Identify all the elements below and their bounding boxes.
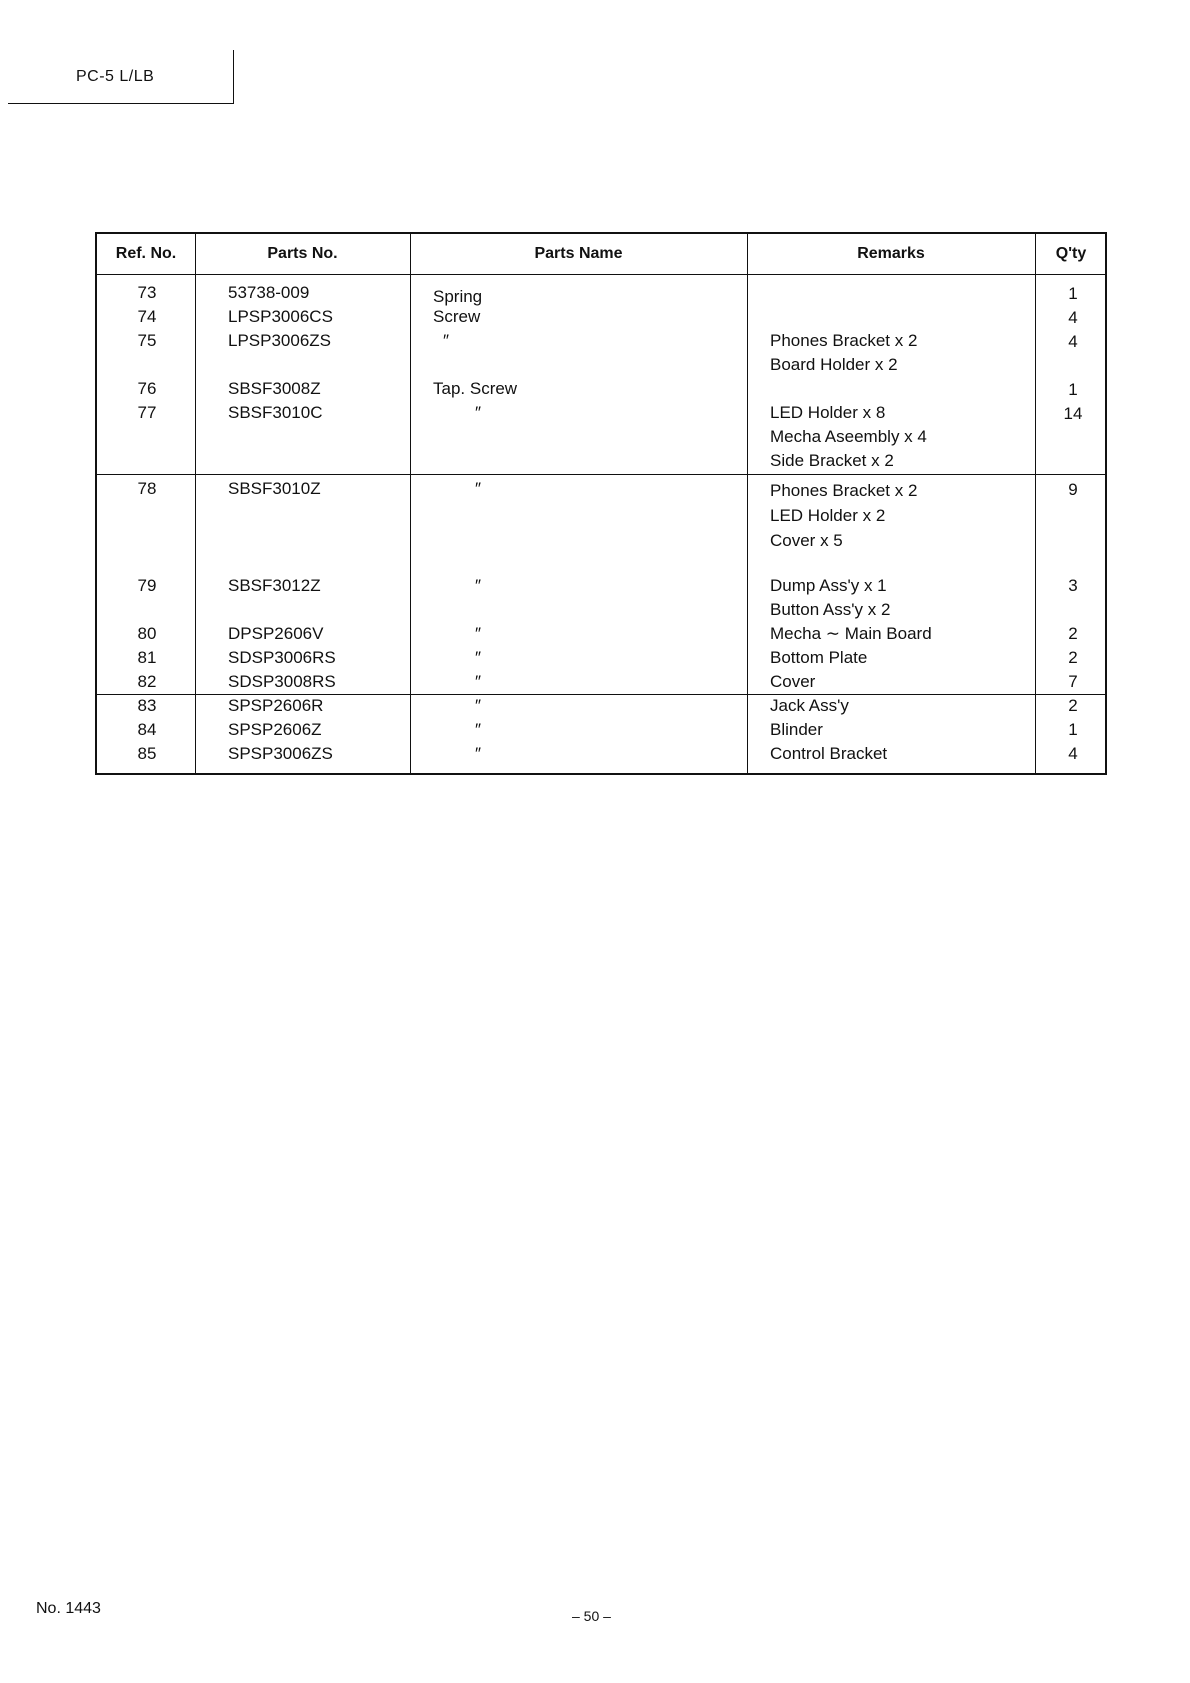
part-name: Spring bbox=[433, 287, 483, 306]
ref-no: 73 bbox=[137, 283, 157, 302]
ref-no: 79 bbox=[137, 576, 157, 595]
part-no: SPSP2606R bbox=[228, 696, 324, 715]
document-number: No. 1443 bbox=[36, 1600, 101, 1617]
part-no: DPSP2606V bbox=[228, 624, 324, 643]
remark-line: LED Holder x 8 bbox=[770, 403, 886, 422]
remark-line: LED Holder x 2 bbox=[770, 506, 886, 525]
part-no: SBSF3010Z bbox=[228, 479, 321, 498]
qty: 9 bbox=[1068, 480, 1078, 499]
part-name: Tap. Screw bbox=[433, 379, 518, 398]
col-header-parts-name: Parts Name bbox=[534, 245, 623, 262]
ditto-mark: ″ bbox=[475, 403, 482, 422]
column-divider bbox=[1035, 234, 1036, 773]
ref-no: 74 bbox=[137, 307, 157, 326]
ditto-mark: ″ bbox=[475, 672, 482, 691]
ref-no: 78 bbox=[137, 479, 157, 498]
col-header-remarks: Remarks bbox=[857, 245, 925, 262]
qty: 2 bbox=[1068, 624, 1078, 643]
ditto-mark: ″ bbox=[443, 331, 450, 350]
ditto-mark: ″ bbox=[475, 744, 482, 763]
ref-no: 76 bbox=[137, 379, 157, 398]
qty: 1 bbox=[1068, 284, 1078, 303]
part-no: SPSP3006ZS bbox=[228, 744, 333, 763]
remark-line: Phones Bracket x 2 bbox=[770, 331, 918, 350]
ditto-mark: ″ bbox=[475, 576, 482, 595]
qty: 1 bbox=[1068, 720, 1078, 739]
part-no: 53738-009 bbox=[228, 283, 310, 302]
group-divider bbox=[97, 694, 1105, 695]
column-divider bbox=[410, 234, 411, 773]
col-header-parts-no: Parts No. bbox=[267, 245, 338, 262]
remark-line: Jack Ass'y bbox=[770, 696, 849, 715]
qty: 4 bbox=[1068, 744, 1078, 763]
model-label: PC-5 L/LB bbox=[76, 68, 155, 85]
remark-line: Dump Ass'y x 1 bbox=[770, 576, 887, 595]
part-no: SBSF3008Z bbox=[228, 379, 321, 398]
remark-line: Mecha ∼ Main Board bbox=[770, 624, 932, 643]
part-no: LPSP3006CS bbox=[228, 307, 333, 326]
group-divider bbox=[97, 474, 1105, 475]
remark-line: Phones Bracket x 2 bbox=[770, 481, 918, 500]
ref-no: 84 bbox=[137, 720, 157, 739]
ditto-mark: ″ bbox=[475, 624, 482, 643]
col-header-qty: Q'ty bbox=[1055, 245, 1087, 262]
remark-line: Cover x 5 bbox=[770, 531, 843, 550]
qty: 7 bbox=[1068, 672, 1078, 691]
ditto-mark: ″ bbox=[475, 720, 482, 739]
remark-line: Control Bracket bbox=[770, 744, 888, 763]
parts-table bbox=[95, 232, 1107, 775]
qty: 4 bbox=[1068, 308, 1078, 327]
part-no: SBSF3010C bbox=[228, 403, 323, 422]
part-no: SDSP3006RS bbox=[228, 648, 336, 667]
remark-line: Board Holder x 2 bbox=[770, 355, 898, 374]
ditto-mark: ″ bbox=[475, 696, 482, 715]
part-no: SBSF3012Z bbox=[228, 576, 321, 595]
ref-no: 83 bbox=[137, 696, 157, 715]
part-no: SDSP3008RS bbox=[228, 672, 336, 691]
ref-no: 82 bbox=[137, 672, 157, 691]
remark-line: Button Ass'y x 2 bbox=[770, 600, 891, 619]
ref-no: 75 bbox=[137, 331, 157, 350]
ref-no: 85 bbox=[137, 744, 157, 763]
qty: 1 bbox=[1068, 380, 1078, 399]
header-row-divider bbox=[97, 274, 1105, 275]
part-name: Screw bbox=[433, 307, 481, 326]
remark-line: Blinder bbox=[770, 720, 823, 739]
ref-no: 80 bbox=[137, 624, 157, 643]
remark-line: Side Bracket x 2 bbox=[770, 451, 894, 470]
page-number: – 50 – bbox=[572, 1608, 611, 1624]
qty: 4 bbox=[1068, 332, 1078, 351]
ref-no: 81 bbox=[137, 648, 157, 667]
remark-line: Cover bbox=[770, 672, 816, 691]
ref-no: 77 bbox=[137, 403, 157, 422]
part-no: SPSP2606Z bbox=[228, 720, 322, 739]
column-divider bbox=[747, 234, 748, 773]
col-header-ref: Ref. No. bbox=[115, 245, 177, 262]
qty: 2 bbox=[1068, 696, 1078, 715]
qty: 2 bbox=[1068, 648, 1078, 667]
part-no: LPSP3006ZS bbox=[228, 331, 332, 350]
ditto-mark: ″ bbox=[475, 648, 482, 667]
header-divider bbox=[233, 50, 234, 104]
qty: 14 bbox=[1063, 404, 1083, 423]
qty: 3 bbox=[1068, 576, 1078, 595]
ditto-mark: ″ bbox=[475, 479, 482, 498]
remark-line: Mecha Aseembly x 4 bbox=[770, 427, 927, 446]
header-underline bbox=[8, 103, 234, 104]
remark-line: Bottom Plate bbox=[770, 648, 868, 667]
